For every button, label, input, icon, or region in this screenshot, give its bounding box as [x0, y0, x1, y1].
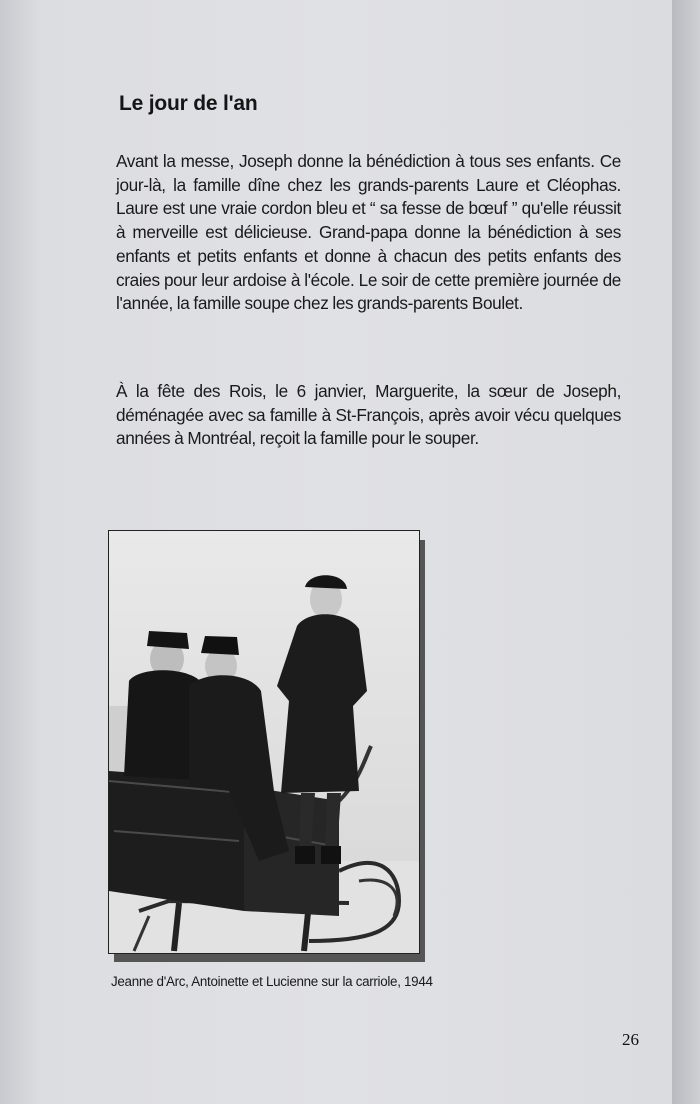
- family-photo: [108, 530, 420, 954]
- page-number: 26: [622, 1030, 639, 1049]
- photo-caption: Jeanne d'Arc, Antoinette et Lucienne sur la carriole, 1944: [111, 974, 433, 989]
- paragraph-new-year: Avant la messe, Joseph donne la bénédiction à tous ses enfants. Ce jour-là, la famille dîne chez les grands-parents Laure et Cléophas. Laure est une vraie cordon bleu et “ sa fesse de bœuf ” qu'elle réussit à merveille est délicieuse. Grand-papa donne la bénédiction à ses enfants et petits enfants et donne à chacun des petits enfants des craies pour leur ardoise à l'école. Le soir de cette première journée de l'année, la famille soupe chez les grands-parents Boulet.: [116, 151, 621, 314]
- paragraph-kings-day: À la fête des Rois, le 6 janvier, Marguerite, la sœur de Joseph, déménagée avec sa famille à St-François, après avoir vécu quelques années à Montréal, reçoit la famille pour le souper.: [116, 381, 621, 449]
- page-edge: [672, 0, 700, 1104]
- section-heading: Le jour de l'an: [119, 92, 258, 115]
